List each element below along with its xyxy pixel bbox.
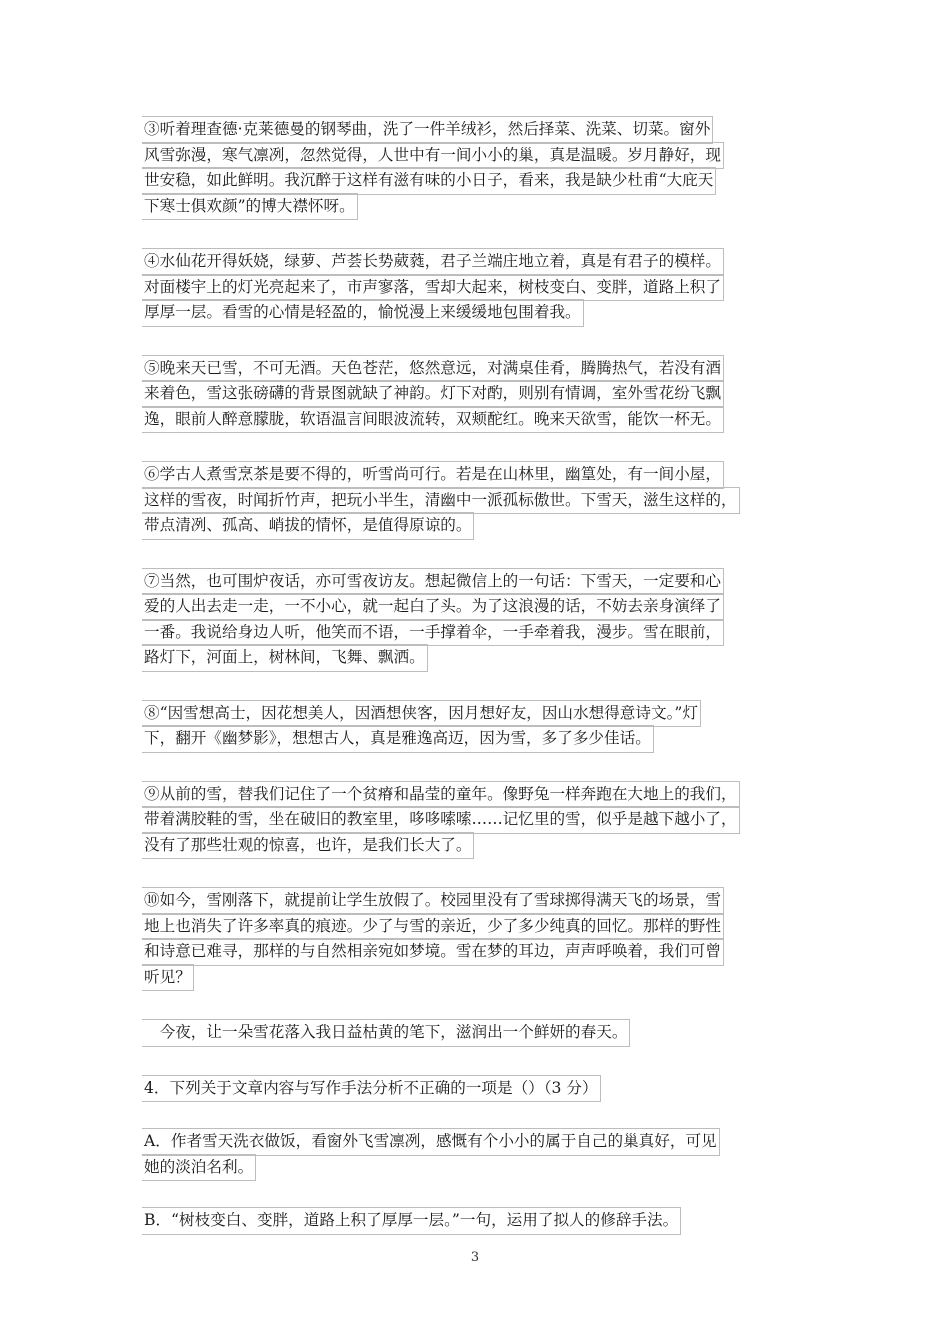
- text-line: ④水仙花开得妖娆，绿萝、芦荟长势葳蕤，君子兰端庄地立着，真是有君子的模样。: [142, 248, 724, 276]
- text-line: ⑨从前的雪，替我们记住了一个贫瘠和晶莹的童年。像野兔一样奔跑在大地上的我们，: [142, 781, 740, 809]
- text-line: 逸，眼前人醉意朦胧，软语温言间眼波流转，双颊酡红。晚来天欲雪，能饮一杯无。: [142, 406, 724, 434]
- text-line: ③听着理查德·克莱德曼的钢琴曲，洗了一件羊绒衫，然后择菜、洗菜、切菜。窗外: [142, 116, 713, 144]
- question-text: 4．下列关于文章内容与写作手法分析不正确的一项是（）（3 分）: [142, 1075, 601, 1103]
- text-line: 带点清冽、孤高、峭拔的情怀，是值得原谅的。: [142, 512, 474, 540]
- text-line: 这样的雪夜，时闻折竹声，把玩小半生，清幽中一派孤标傲世。下雪天，滋生这样的，: [142, 487, 740, 515]
- text-line: ⑥学古人煮雪烹茶是要不得的，听雪尚可行。若是在山林里，幽篁处，有一间小屋，: [142, 461, 724, 489]
- paragraph-8: [142, 700, 808, 751]
- text-line: 听见？: [142, 964, 194, 992]
- text-line: 地上也消失了许多率真的痕迹。少了与雪的亲近，少了多少纯真的回忆。那样的野性: [142, 913, 724, 941]
- paragraph-closing: [142, 1019, 808, 1045]
- text-line: 爱的人出去走一走，一不小心，就一起白了头。为了这浪漫的话，不妨去亲身演绎了: [142, 593, 724, 621]
- text-line: 对面楼宇上的灯光亮起来了，市声寥落，雪却大起来，树枝变白、变胖，道路上积了: [142, 274, 724, 302]
- paragraph-6: [142, 461, 808, 538]
- text-line: ⑩如今，雪刚落下，就提前让学生放假了。校园里没有了雪球掷得满天飞的场景，雪: [142, 887, 724, 915]
- paragraph-5: [142, 355, 808, 432]
- question-4: [142, 1075, 808, 1101]
- text-line: 带着满胶鞋的雪，坐在破旧的教室里，哆哆嗦嗦……记忆里的雪，似乎是越下越小了，: [142, 806, 740, 834]
- text-line: 一番。我说给身边人听，他笑而不语，一手撑着伞，一手牵着我，漫步。雪在眼前，: [142, 619, 724, 647]
- option-text: A．作者雪天洗衣做饭，看窗外飞雪凛冽，感慨有个小小的属于自己的巢真好，可见: [142, 1128, 720, 1156]
- paragraph-4: [142, 248, 808, 325]
- option-text: 她的淡泊名利。: [142, 1154, 256, 1182]
- paragraph-10: [142, 887, 808, 989]
- paragraph-9: [142, 781, 808, 858]
- text-line: 厚厚一层。看雪的心情是轻盈的，愉悦漫上来缓缓地包围着我。: [142, 299, 584, 327]
- option-b: [142, 1207, 808, 1233]
- text-line: ⑦当然，也可围炉夜话，亦可雪夜访友。想起微信上的一句话：下雪天，一定要和心: [142, 568, 724, 596]
- text-line: 世安稳，如此鲜明。我沉醉于这样有滋有味的小日子，看来，我是缺少杜甫“大庇天: [142, 167, 716, 195]
- page-number: 3: [470, 1250, 480, 1265]
- document-page: [142, 116, 808, 1233]
- text-line: 来着色，雪这张磅礴的背景图就缺了神韵。灯下对酌，则别有情调，室外雪花纷飞飘: [142, 380, 724, 408]
- text-line: 下，翻开《幽梦影》，想想古人，真是雅逸高迈，因为雪，多了多少佳话。: [142, 725, 654, 753]
- text-line: ⑧“因雪想高士，因花想美人，因酒想侠客，因月想好友，因山水想得意诗文。”灯: [142, 700, 701, 728]
- paragraph-7: [142, 568, 808, 670]
- text-line: 路灯下，河面上，树林间，飞舞、飘洒。: [142, 644, 428, 672]
- paragraph-3: [142, 116, 808, 218]
- text-line: 下寒士俱欢颜”的博大襟怀呀。: [142, 193, 358, 221]
- option-text: B．“树枝变白、变胖，道路上积了厚厚一层。”一句，运用了拟人的修辞手法。: [142, 1207, 681, 1235]
- text-line: 没有了那些壮观的惊喜，也许，是我们长大了。: [142, 832, 474, 860]
- text-line: 今夜，让一朵雪花落入我日益枯黄的笔下，滋润出一个鲜妍的春天。: [142, 1019, 630, 1047]
- option-a: [142, 1128, 808, 1179]
- text-line: ⑤晚来天已雪，不可无酒。天色苍茫，悠然意远，对满桌佳肴，腾腾热气，若没有酒: [142, 355, 724, 383]
- text-line: 和诗意已难寻，那样的与自然相亲宛如梦境。雪在梦的耳边，声声呼唤着，我们可曾: [142, 938, 724, 966]
- text-line: 风雪弥漫，寒气凛冽，忽然觉得，人世中有一间小小的巢，真是温暖。岁月静好，现: [142, 142, 724, 170]
